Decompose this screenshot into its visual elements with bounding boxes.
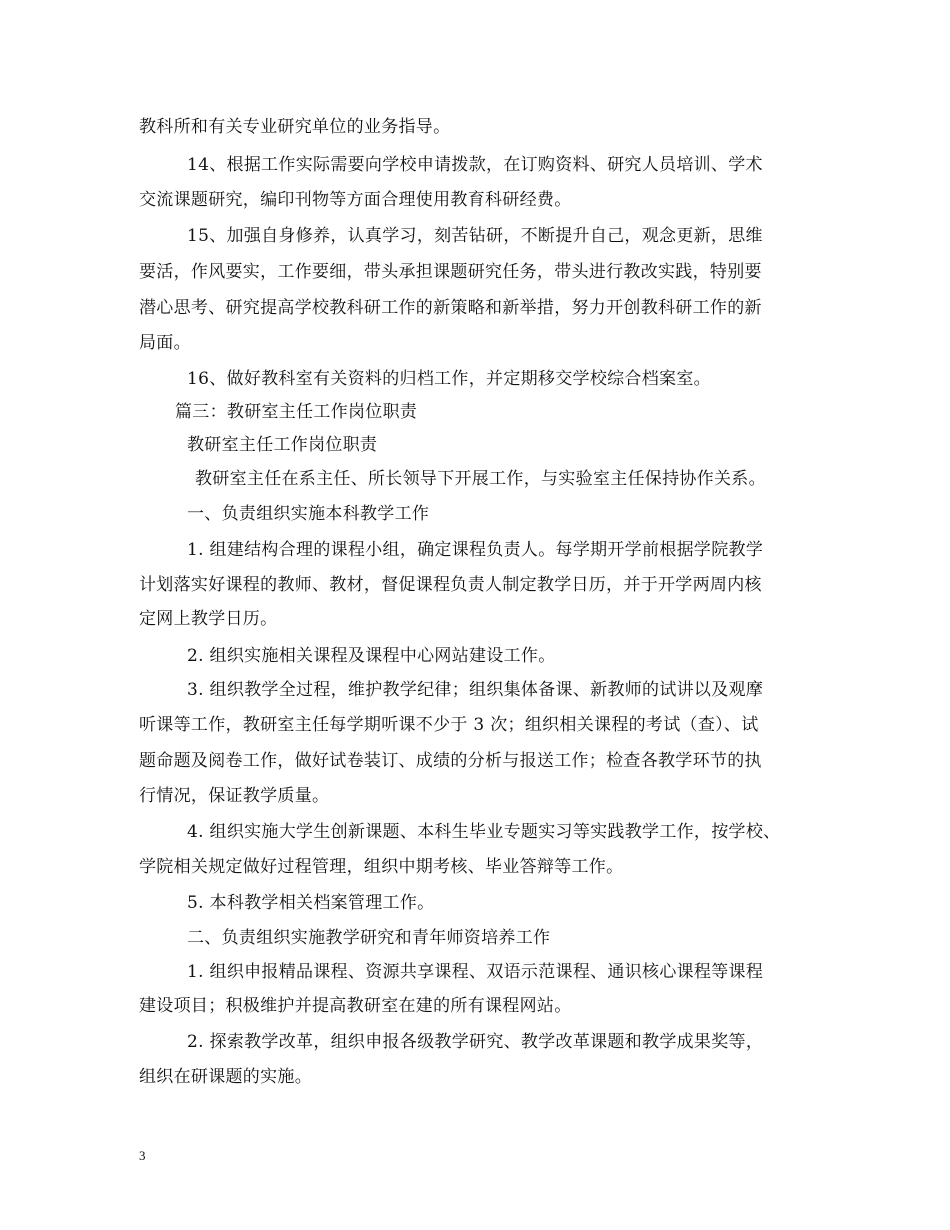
text-line: 题命题及阅卷工作，做好试卷装订、成绩的分析与报送工作；检查各教学环节的执	[139, 751, 762, 771]
text-line: 2. 探索教学改革，组织申报各级教学研究、教学改革课题和教学成果奖等，	[187, 1032, 764, 1052]
text-line: 建设项目；积极维护并提高教研室在建的所有课程网站。	[139, 996, 572, 1016]
text-line: 行情况，保证教学质量。	[139, 786, 330, 806]
text-line: 3. 组织教学全过程，维护教学纪律；组织集体备课、新教师的试讲以及观摩	[187, 680, 764, 700]
text-line: 局面。	[139, 333, 191, 353]
sub-heading: 二、负责组织实施教学研究和青年师资培养工作	[187, 928, 551, 948]
text-line: 定网上教学日历。	[139, 609, 278, 629]
text-line: 教科所和有关专业研究单位的业务指导。	[139, 117, 451, 137]
text-line: 5. 本科教学相关档案管理工作。	[187, 893, 435, 913]
text-line: 组织在研课题的实施。	[139, 1067, 312, 1087]
text-line: 计划落实好课程的教师、教材，督促课程负责人制定教学日历，并于开学两周内核	[139, 575, 762, 595]
text-line: 15、加强自身修养，认真学习，刻苦钻研，不断提升自己，观念更新，思维	[187, 226, 763, 246]
page-number: 3	[139, 1148, 146, 1163]
text-line: 听课等工作，教研室主任每学期听课不少于 3 次；组织相关课程的考试（查）、试	[139, 715, 759, 735]
text-line: 交流课题研究，编印刊物等方面合理使用教育科研经费。	[139, 190, 572, 210]
text-line: 要活，作风要实，工作要细，带头承担课题研究任务，带头进行教改实践，特别要	[139, 262, 762, 282]
text-line: 1. 组建结构合理的课程小组，确定课程负责人。每学期开学前根据学院教学	[187, 540, 764, 560]
text-line: 1. 组织申报精品课程、资源共享课程、双语示范课程、通识核心课程等课程	[187, 962, 764, 982]
text-line: 教研室主任在系主任、所长领导下开展工作，与实验室主任保持协作关系。	[195, 469, 766, 489]
sub-heading: 一、负责组织实施本科教学工作	[187, 504, 430, 524]
section-title: 教研室主任工作岗位职责	[187, 435, 378, 455]
section-heading: 篇三：教研室主任工作岗位职责	[175, 402, 418, 422]
text-line: 学院相关规定做好过程管理，组织中期考核、毕业答辩等工作。	[139, 857, 624, 877]
text-line: 16、做好教科室有关资料的归档工作，并定期移交学校综合档案室。	[187, 369, 711, 389]
text-line: 14、根据工作实际需要向学校申请拨款，在订购资料、研究人员培训、学术	[187, 155, 763, 175]
text-line: 4. 组织实施大学生创新课题、本科生毕业专题实习等实践教学工作，按学校、	[187, 822, 781, 842]
text-line: 潜心思考、研究提高学校教科研工作的新策略和新举措，努力开创教科研工作的新	[139, 298, 762, 318]
text-line: 2. 组织实施相关课程及课程中心网站建设工作。	[187, 646, 556, 666]
